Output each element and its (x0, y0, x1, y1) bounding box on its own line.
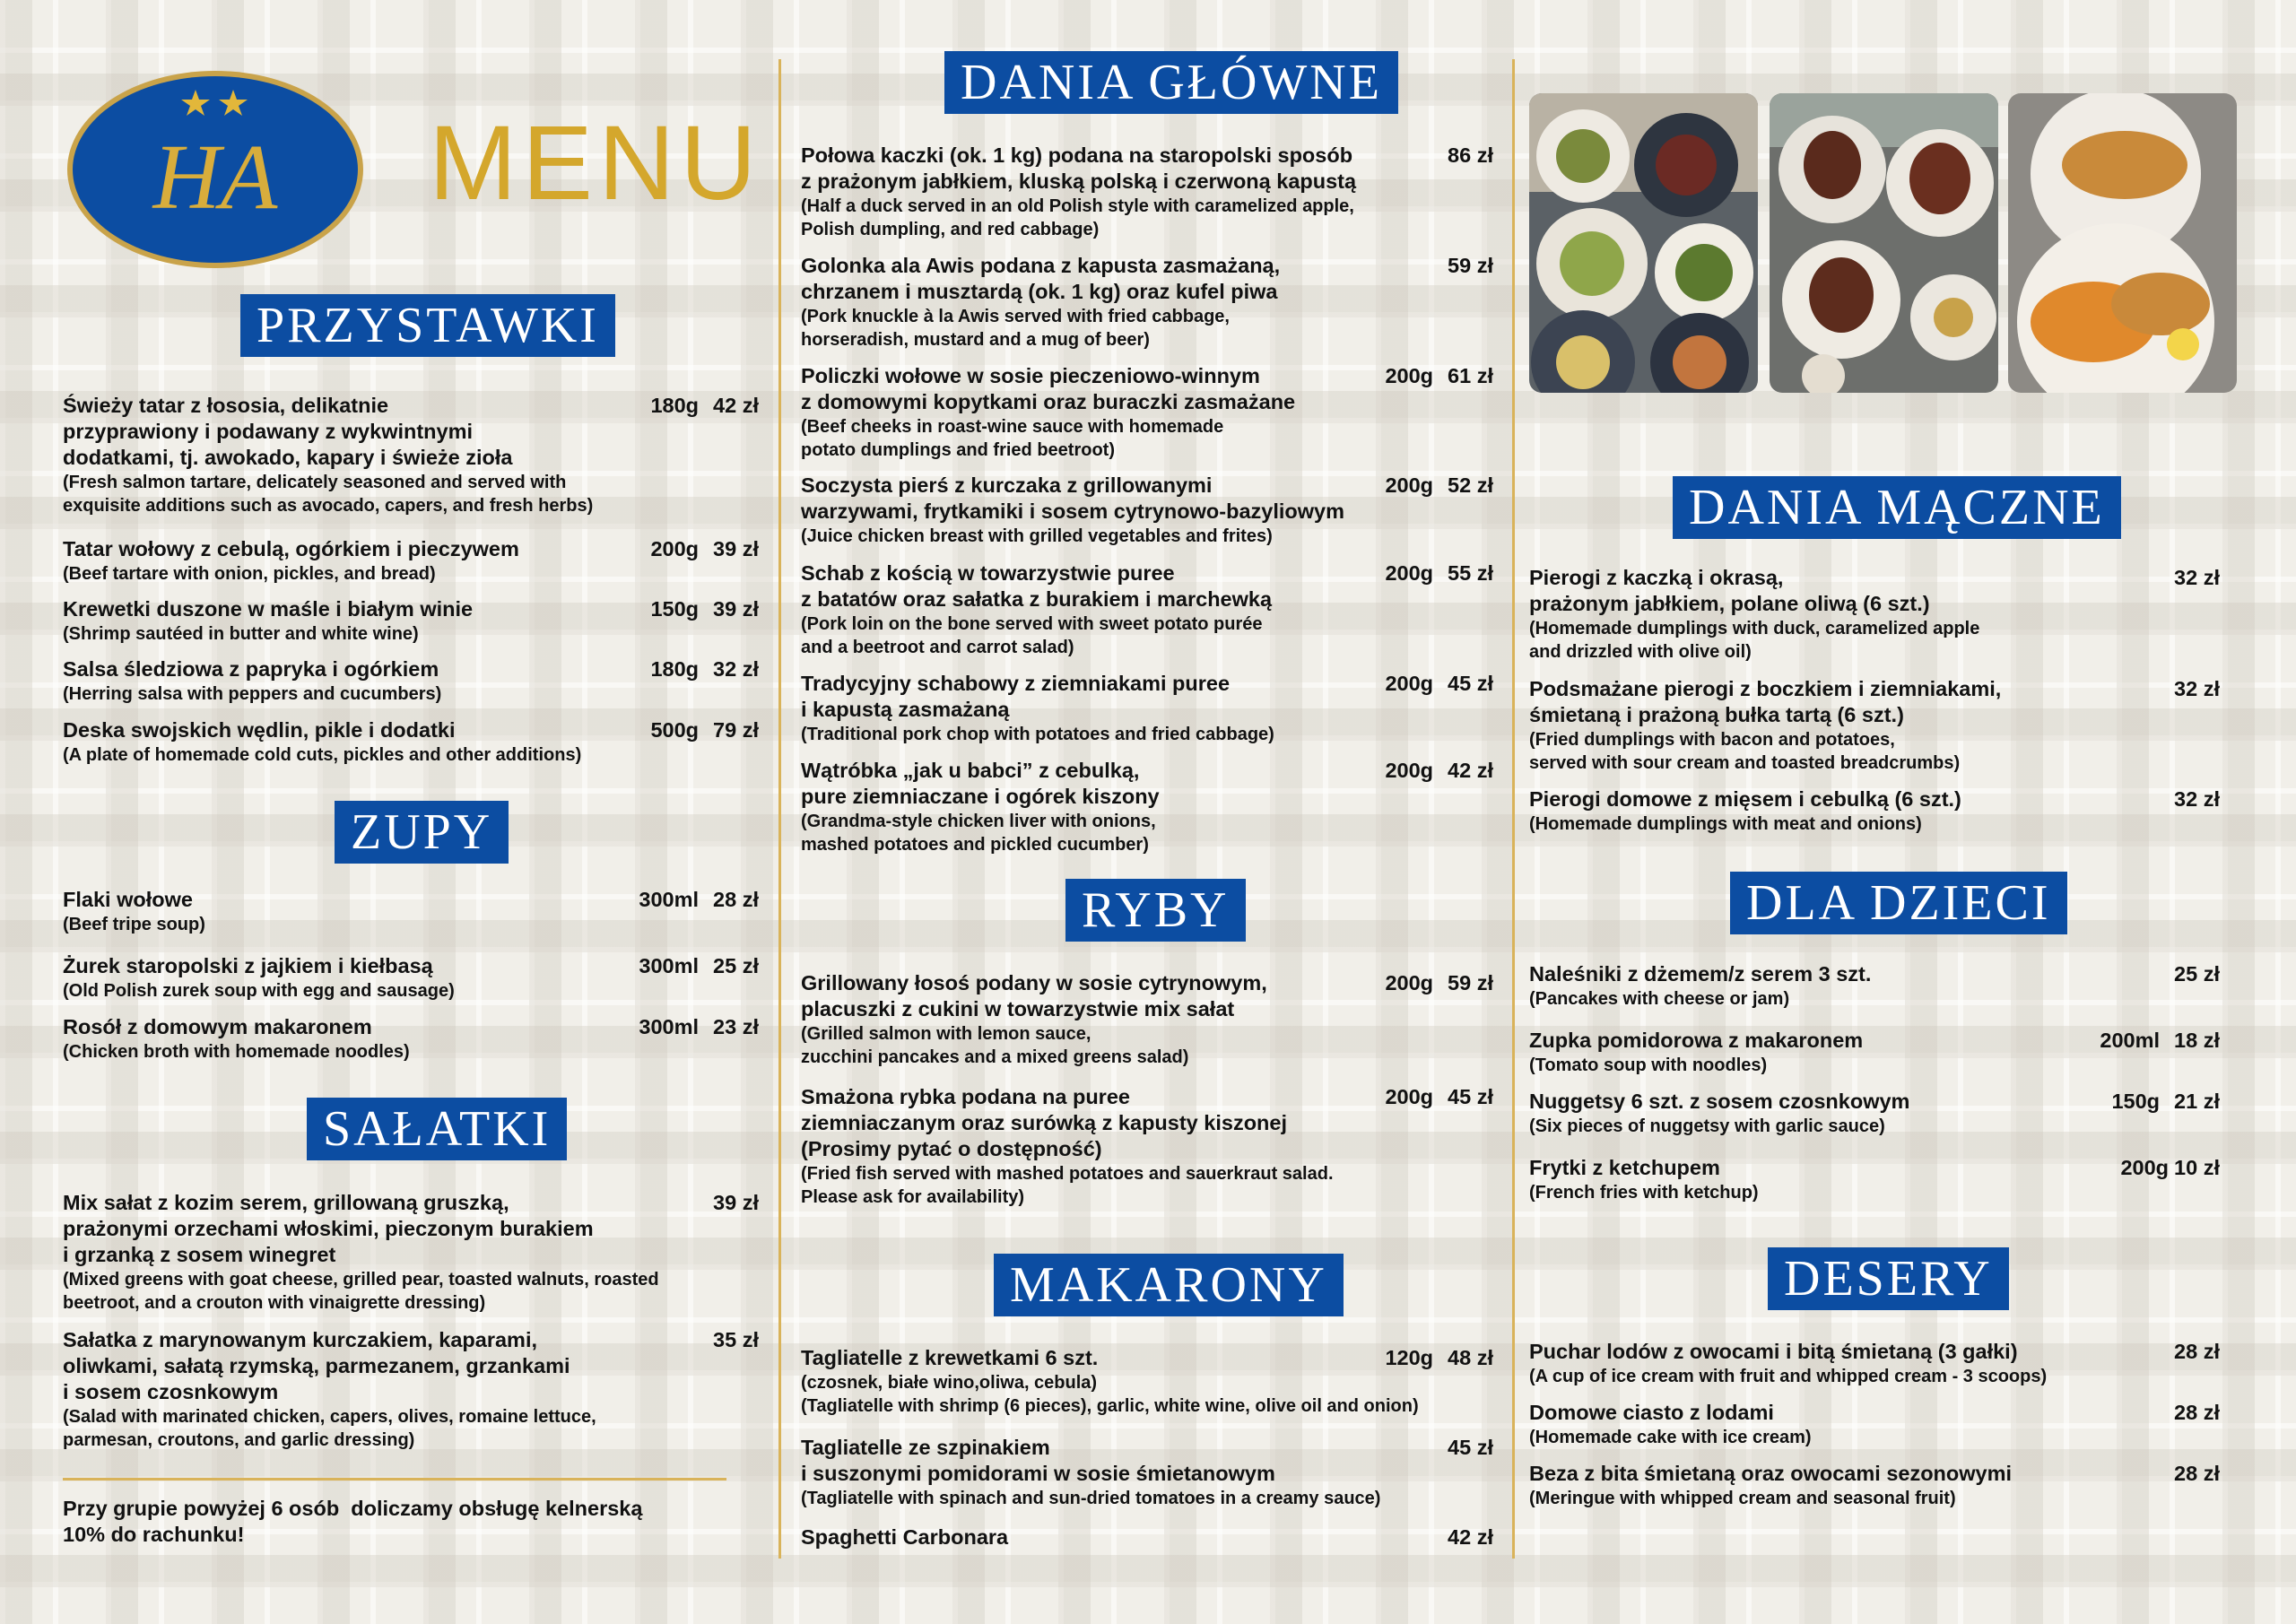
item-price: 86 zł (1448, 143, 1493, 167)
item-weight: 180g (650, 657, 700, 681)
item-translation: (French fries with ketchup) (1529, 1183, 1759, 1203)
item-weight: 200g (1385, 1085, 1434, 1108)
item-price: 35 zł (713, 1328, 759, 1351)
item-name: Salsa śledziowa z papryka i ogórkiem (63, 657, 439, 681)
item-price: 55 zł (1448, 561, 1493, 585)
item-translation: (Beef tripe soup) (63, 915, 205, 934)
item-name: Zupka pomidorowa z makaronem (1529, 1029, 1864, 1052)
item-name: Schab z kością w towarzystwie puree z batatów oraz sałatka z burakiem i marchewką (801, 561, 1273, 611)
column-divider-left (778, 59, 781, 1559)
item-weight: 200g (1385, 971, 1434, 994)
item-weight: 200g (1385, 364, 1434, 387)
item-translation: (Traditional pork chop with potatoes and fried cabbage) (801, 725, 1274, 744)
item-name: Podsmażane pierogi z boczkiem i ziemniakami, śmietaną i prażoną bułka tartą (6 szt.) (1529, 677, 2002, 726)
menu-item (63, 953, 759, 1003)
menu-item (801, 671, 1493, 746)
menu-item (1529, 1089, 2220, 1138)
menu-item (1529, 1400, 2220, 1449)
item-name: Wątróbka „jak u babci” z cebulką, pure ziemniaczane i ogórek kiszony (801, 759, 1160, 808)
item-price: 18 zł (2174, 1029, 2220, 1052)
section-title-dla-dzieci: DLA DZIECI (1730, 872, 2067, 934)
item-weight: 120g (1385, 1346, 1434, 1369)
plated-dishes-photo (1529, 93, 1758, 393)
item-weight: 300ml (639, 1015, 700, 1038)
item-weight: 500g (650, 718, 700, 742)
item-translation: (Fresh salmon tartare, delicately seasoned and served with exquisite additions such as avocado, capers, and fresh herbs) (63, 473, 594, 516)
item-weight: 200g (1385, 672, 1434, 695)
item-weight: 300ml (639, 888, 700, 911)
item-translation: (Herring salsa with peppers and cucumbers) (63, 684, 442, 704)
section-title-makarony: MAKARONY (994, 1254, 1344, 1316)
item-name: Nuggetsy 6 szt. z sosem czosnkowym (1529, 1090, 1910, 1113)
item-translation: (Pork loin on the bone served with sweet potato purée and a beetroot and carrot salad) (801, 614, 1263, 657)
menu-item (801, 363, 1493, 462)
item-translation: (Fried fish served with mashed potatoes and sauerkraut salad. Please ask for availability) (801, 1164, 1334, 1207)
item-price: 23 zł (713, 1015, 759, 1038)
item-translation: (Homemade cake with ice cream) (1529, 1428, 1812, 1447)
item-weight: 200g (2120, 1156, 2170, 1179)
item-name: Połowa kaczki (ok. 1 kg) podana na staropolski sposób z prażonym jabłkiem, kluską polską i czerwoną kapustą (801, 143, 1357, 193)
menu-item (63, 536, 759, 586)
menu-item (1529, 1155, 2220, 1204)
item-weight: 150g (650, 597, 700, 621)
menu-item (801, 473, 1493, 548)
item-translation: (Fried dumplings with bacon and potatoes, served with sour cream and toasted breadcrumbs) (1529, 730, 1961, 773)
item-price: 59 zł (1448, 254, 1493, 277)
item-price: 25 zł (2174, 962, 2220, 986)
item-translation: (Grandma-style chicken liver with onions, mashed potatoes and pickled cucumber) (801, 812, 1156, 855)
item-weight: 180g (650, 394, 700, 417)
logo-text: HA (152, 126, 278, 229)
item-price: 32 zł (713, 657, 759, 681)
item-translation: (Half a duck served in an old Polish style with caramelized apple, Polish dumpling, and red cabbage) (801, 196, 1354, 239)
menu-item (1529, 786, 2220, 836)
section-title-ryby: RYBY (1065, 879, 1246, 942)
column-left (63, 0, 762, 1624)
item-translation: (Pancakes with cheese or jam) (1529, 989, 1790, 1009)
menu-item (801, 1345, 1493, 1418)
item-name: Pierogi domowe z mięsem i cebulką (6 szt.) (1529, 787, 1961, 811)
item-price: 45 zł (1448, 1436, 1493, 1459)
menu-item (63, 656, 759, 706)
item-translation: (Salad with marinated chicken, capers, olives, romaine lettuce, parmesan, croutons, and garlic dressing) (63, 1407, 596, 1450)
section-title-przystawki: PRZYSTAWKI (240, 294, 615, 357)
item-translation: (Beef cheeks in roast-wine sauce with homemade potato dumplings and fried beetroot) (801, 417, 1224, 460)
item-name: Krewetki duszone w maśle i białym winie (63, 597, 474, 621)
item-price: 45 zł (1448, 1085, 1493, 1108)
item-translation: (A cup of ice cream with fruit and whipped cream - 3 scoops) (1529, 1367, 2048, 1386)
item-price: 39 zł (713, 597, 759, 621)
menu-item (1529, 565, 2220, 664)
item-price: 48 zł (1448, 1346, 1493, 1369)
item-translation: (Homemade dumplings with meat and onions) (1529, 814, 1922, 834)
item-price: 61 zł (1448, 364, 1493, 387)
menu-item (1529, 1339, 2220, 1388)
item-name: Grillowany łosoś podany w sosie cytrynowym, placuszki z cukini w towarzystwie mix sałat (801, 971, 1267, 1020)
section-title-dania-maczne: DANIA MĄCZNE (1673, 476, 2121, 539)
item-price: 32 zł (2174, 787, 2220, 811)
item-price: 28 zł (713, 888, 759, 911)
menu-item (63, 1014, 759, 1064)
item-price: 21 zł (2174, 1090, 2220, 1113)
item-price: 42 zł (1448, 1525, 1493, 1549)
menu-item (63, 393, 759, 517)
menu-item (63, 717, 759, 767)
menu-item (1529, 1461, 2220, 1510)
item-name: Tradycyjny schabowy z ziemniakami puree i kapustą zasmażaną (801, 672, 1231, 721)
item-translation: (Six pieces of nuggetsy with garlic sauce) (1529, 1116, 1885, 1136)
item-weight: 200g (1385, 561, 1434, 585)
item-translation: (Tomato soup with noodles) (1529, 1055, 1768, 1075)
menu-item (801, 253, 1493, 352)
item-name: Smażona rybka podana na puree ziemniaczanym oraz surówką z kapusty kiszonej (Prosimy pytać o dostępność) (801, 1085, 1288, 1160)
item-price: 25 zł (713, 954, 759, 977)
menu-item (1529, 676, 2220, 775)
item-name: Soczysta pierś z kurczaka z grillowanymi warzywami, frytkamiki i sosem cytrynowo-bazyliowym (801, 473, 1344, 523)
item-name: Naleśniki z dżemem/z serem 3 szt. (1529, 962, 1872, 986)
item-price: 42 zł (1448, 759, 1493, 782)
item-price: 10 zł (2174, 1156, 2220, 1179)
section-title-salatki: SAŁATKI (307, 1098, 567, 1160)
item-name: Flaki wołowe (63, 888, 193, 911)
menu-item (801, 560, 1493, 659)
menu-item (801, 143, 1493, 241)
item-translation: (A plate of homemade cold cuts, pickles and other additions) (63, 745, 582, 765)
fried-fish-photo (2008, 93, 2237, 393)
section-title-zupy: ZUPY (335, 801, 509, 864)
item-translation: (czosnek, białe wino,oliwa, cebula) (Tagliatelle with shrimp (6 pieces), garlic, white wine, olive oil and onion) (801, 1373, 1419, 1416)
item-price: 28 zł (2174, 1462, 2220, 1485)
item-price: 59 zł (1448, 971, 1493, 994)
item-price: 42 zł (713, 394, 759, 417)
section-title-desery: DESERY (1768, 1247, 2009, 1310)
item-name: Golonka ala Awis podana z kapusta zasmażaną, chrzanem i musztardą (ok. 1 kg) oraz kufel piwa (801, 254, 1281, 303)
item-name: Rosół z domowym makaronem (63, 1015, 372, 1038)
item-weight: 200g (650, 537, 700, 560)
column-divider-right (1512, 59, 1515, 1559)
item-name: Puchar lodów z owocami i bitą śmietaną (3 gałki) (1529, 1340, 2018, 1363)
item-weight: 200ml (2100, 1029, 2161, 1052)
item-name: Domowe ciasto z lodami (1529, 1401, 1774, 1424)
item-name: Policzki wołowe w sosie pieczeniowo-winnym z domowymi kopytkami oraz buraczki zasmażane (801, 364, 1296, 413)
item-translation: (Shrimp sautéed in butter and white wine) (63, 624, 419, 644)
menu-item (63, 887, 759, 936)
item-price: 32 zł (2174, 677, 2220, 700)
pork-knuckle-photo (1770, 93, 1998, 393)
menu-item (63, 596, 759, 646)
menu-item (801, 1435, 1493, 1510)
menu-item (1529, 961, 2220, 1011)
item-weight: 300ml (639, 954, 700, 977)
item-name: Mix sałat z kozim serem, grillowaną gruszką, prażonymi orzechami włoskimi, pieczonym burakiem i grzanką z sosem winegret (63, 1191, 594, 1266)
menu-item (63, 1190, 759, 1315)
item-translation: (Chicken broth with homemade noodles) (63, 1042, 410, 1062)
item-price: 45 zł (1448, 672, 1493, 695)
menu-item (801, 1084, 1493, 1209)
menu-item (1529, 1028, 2220, 1077)
item-price: 79 zł (713, 718, 759, 742)
item-price: 28 zł (2174, 1401, 2220, 1424)
menu-title: MENU (429, 104, 762, 222)
item-name: Pierogi z kaczką i okrasą, prażonym jabłkiem, polane oliwą (6 szt.) (1529, 566, 1930, 615)
item-translation: (Old Polish zurek soup with egg and sausage) (63, 981, 455, 1001)
item-name: Sałatka z marynowanym kurczakiem, kaparami, oliwkami, sałatą rzymską, parmezanem, grzankami i sosem czosnkowym (63, 1328, 570, 1403)
column-middle (801, 0, 1493, 1624)
service-charge-note: Przy grupie powyżej 6 osób doliczamy obsługę kelnerską 10% do rachunku! (63, 1497, 643, 1546)
item-translation: (Mixed greens with goat cheese, grilled pear, toasted walnuts, roasted beetroot, and a crouton with vinaigrette dressing) (63, 1270, 659, 1313)
menu-item (63, 1327, 759, 1452)
item-name: Deska swojskich wędlin, pikle i dodatki (63, 718, 456, 742)
item-translation: (Meringue with whipped cream and seasonal fruit) (1529, 1489, 1956, 1508)
item-translation: (Homemade dumplings with duck, caramelized apple and drizzled with olive oil) (1529, 619, 1980, 662)
item-price: 39 zł (713, 537, 759, 560)
item-price: 39 zł (713, 1191, 759, 1214)
item-weight: 200g (1385, 473, 1434, 497)
column-right (1529, 0, 2220, 1624)
item-price: 52 zł (1448, 473, 1493, 497)
menu-item (801, 758, 1493, 856)
divider (63, 1478, 726, 1481)
item-translation: (Juice chicken breast with grilled vegetables and frites) (801, 526, 1273, 546)
item-name: Świeży tatar z łososia, delikatnie przyprawiony i podawany z wykwintnymi dodatkami, tj. awokado, kapary i świeże zioła (63, 394, 513, 469)
item-name: Żurek staropolski z jajkiem i kiełbasą (63, 954, 433, 977)
menu-item (801, 970, 1493, 1069)
item-name: Tatar wołowy z cebulą, ogórkiem i pieczywem (63, 537, 519, 560)
item-name: Spaghetti Carbonara (801, 1525, 1009, 1549)
item-price: 28 zł (2174, 1340, 2220, 1363)
item-translation: (Tagliatelle with spinach and sun-dried tomatoes in a creamy sauce) (801, 1489, 1381, 1508)
item-translation: (Grilled salmon with lemon sauce, zucchini pancakes and a mixed greens salad) (801, 1024, 1189, 1067)
item-name: Frytki z ketchupem (1529, 1156, 1720, 1179)
item-translation: (Pork knuckle à la Awis served with fried cabbage, horseradish, mustard and a mug of beer) (801, 307, 1230, 350)
item-name: Tagliatelle z krewetkami 6 szt. (801, 1346, 1099, 1369)
item-translation: (Beef tartare with onion, pickles, and bread) (63, 564, 436, 584)
item-weight: 200g (1385, 759, 1434, 782)
menu-item (801, 1524, 1493, 1550)
item-name: Tagliatelle ze szpinakiem i suszonymi pomidorami w sosie śmietanowym (801, 1436, 1275, 1485)
item-weight: 150g (2111, 1090, 2161, 1113)
item-price: 32 zł (2174, 566, 2220, 589)
section-title-dania-glowne: DANIA GŁÓWNE (944, 51, 1398, 114)
item-name: Beza z bita śmietaną oraz owocami sezonowymi (1529, 1462, 2013, 1485)
